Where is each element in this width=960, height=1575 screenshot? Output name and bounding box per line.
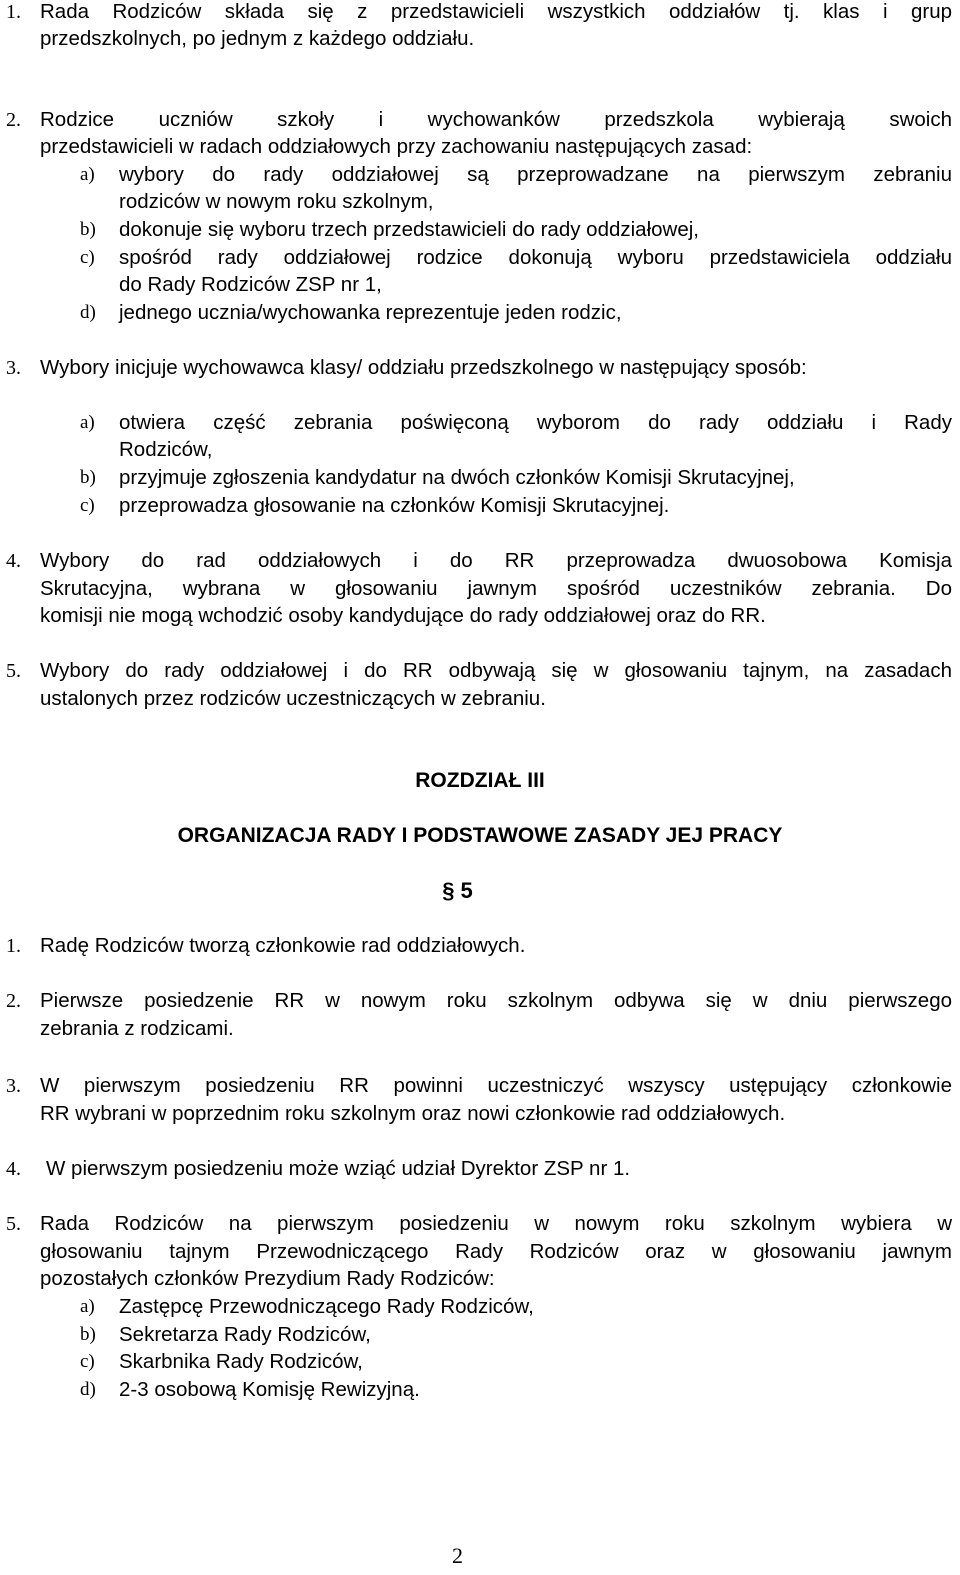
- subitem-line: wybory do rady oddziałowej są przeprowadzane na pierwszym zebraniu: [119, 163, 952, 186]
- paragraph-line: przedszkolnych, po jednym z każdego oddziału.: [40, 27, 475, 50]
- item-number: 1.: [6, 1, 21, 23]
- paragraph-line: Rada Rodziców składa się z przedstawicieli wszystkich oddziałów tj. klas i grup: [40, 0, 952, 23]
- subitem-line: Sekretarza Rady Rodziców,: [119, 1323, 371, 1346]
- paragraph-line: przedstawicieli w radach oddziałowych przy zachowaniu następujących zasad:: [40, 135, 753, 158]
- paragraph-line: Wybory do rady oddziałowej i do RR odbywają się w głosowaniu tajnym, na zasadach: [40, 659, 952, 682]
- item-number: 5.: [6, 1213, 21, 1235]
- subitem-line: jednego ucznia/wychowanka reprezentuje jeden rodzic,: [119, 301, 622, 324]
- paragraph-line: W pierwszym posiedzeniu RR powinni uczestniczyć wszyscy ustępujący członkowie: [40, 1074, 952, 1097]
- paragraph-line: komisji nie mogą wchodzić osoby kandydujące do rady oddziałowej oraz do RR.: [40, 604, 766, 627]
- subitem-marker: a): [80, 1296, 95, 1317]
- subitem-marker: a): [80, 412, 95, 433]
- subitem-line: spośród rady oddziałowej rodzice dokonują wyboru przedstawiciela oddziału: [119, 246, 952, 269]
- subitem-line: do Rady Rodziców ZSP nr 1,: [119, 273, 382, 296]
- subitem-line: Rodziców,: [119, 438, 213, 461]
- paragraph-line: Pierwsze posiedzenie RR w nowym roku szkolnym odbywa się w dniu pierwszego: [40, 989, 952, 1012]
- paragraph-line: zebrania z rodzicami.: [40, 1017, 234, 1040]
- subitem-marker: d): [80, 1379, 96, 1400]
- item-number: 1.: [6, 935, 21, 957]
- paragraph-line: Wybory inicjuje wychowawca klasy/ oddziału przedszkolnego w następujący sposób:: [40, 356, 807, 379]
- subitem-line: otwiera część zebrania poświęconą wyborom do rady oddziału i Rady: [119, 411, 952, 434]
- section-heading: § 5: [442, 878, 473, 903]
- item-number: 3.: [6, 357, 21, 379]
- subitem-marker: b): [80, 219, 96, 240]
- subitem-marker: b): [80, 1324, 96, 1345]
- subitem-line: dokonuje się wyboru trzech przedstawicieli do rady oddziałowej,: [119, 218, 699, 241]
- paragraph-line: W pierwszym posiedzeniu może wziąć udział Dyrektor ZSP nr 1.: [46, 1157, 631, 1180]
- subitem-line: przeprowadza głosowanie na członków Komisji Skrutacyjnej.: [119, 494, 670, 517]
- paragraph-line: Rodzice uczniów szkoły i wychowanków przedszkola wybierają swoich: [40, 108, 952, 131]
- subitem-line: przyjmuje zgłoszenia kandydatur na dwóch członków Komisji Skrutacyjnej,: [119, 466, 795, 489]
- paragraph-line: ustalonych przez rodziców uczestniczących w zebraniu.: [40, 687, 546, 710]
- item-number: 5.: [6, 660, 21, 682]
- subitem-marker: c): [80, 247, 95, 268]
- chapter-subtitle: ORGANIZACJA RADY I PODSTAWOWE ZASADY JEJ PRACY: [177, 824, 783, 847]
- paragraph-line: Skrutacyjna, wybrana w głosowaniu jawnym spośród uczestników zebrania. Do: [40, 577, 952, 600]
- paragraph-line: Rada Rodziców na pierwszym posiedzeniu w nowym roku szkolnym wybiera w: [40, 1212, 952, 1235]
- subitem-line: 2-3 osobową Komisję Rewizyjną.: [119, 1378, 420, 1401]
- subitem-line: Skarbnika Rady Rodziców,: [119, 1350, 363, 1373]
- subitem-marker: c): [80, 1351, 95, 1372]
- paragraph-line: głosowaniu tajnym Przewodniczącego Rady Rodziców oraz w głosowaniu jawnym: [40, 1240, 952, 1263]
- subitem-marker: c): [80, 495, 95, 516]
- item-number: 2.: [6, 990, 21, 1012]
- paragraph-line: Radę Rodziców tworzą członkowie rad oddziałowych.: [40, 934, 526, 957]
- item-number: 4.: [6, 550, 21, 572]
- subitem-marker: d): [80, 302, 96, 323]
- paragraph-line: RR wybrani w poprzednim roku szkolnym oraz nowi członkowie rad oddziałowych.: [40, 1102, 786, 1125]
- paragraph-line: Wybory do rad oddziałowych i do RR przeprowadza dwuosobowa Komisja: [40, 549, 952, 572]
- paragraph-line: pozostałych członków Prezydium Rady Rodziców:: [40, 1267, 495, 1290]
- subitem-line: Zastępcę Przewodniczącego Rady Rodziców,: [119, 1295, 534, 1318]
- chapter-title: ROZDZIAŁ III: [415, 769, 545, 792]
- item-number: 3.: [6, 1075, 21, 1097]
- item-number: 2.: [6, 109, 21, 131]
- page-number: 2: [452, 1543, 463, 1568]
- subitem-marker: b): [80, 467, 96, 488]
- subitem-line: rodziców w nowym roku szkolnym,: [119, 190, 434, 213]
- subitem-marker: a): [80, 164, 95, 185]
- item-number: 4.: [6, 1158, 21, 1180]
